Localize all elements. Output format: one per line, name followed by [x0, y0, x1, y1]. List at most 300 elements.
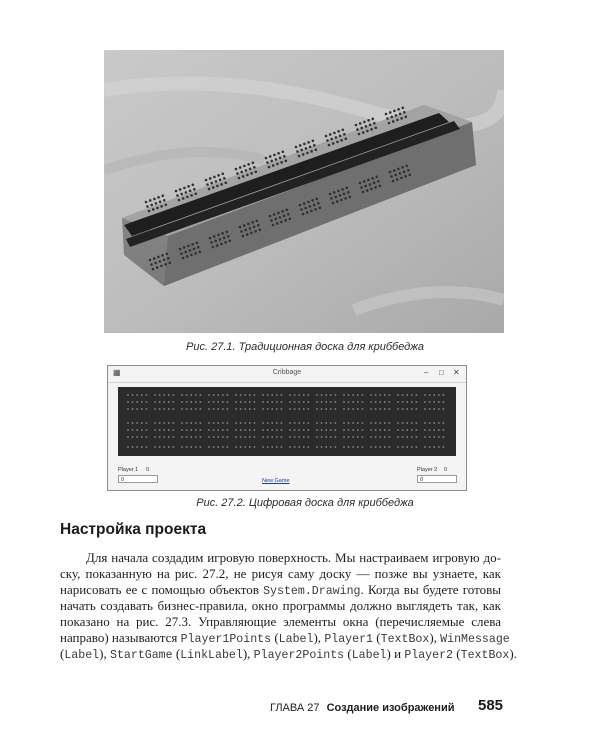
body-text: Для начала создадим игровую поверхность. Мы настраиваем игровую до-	[86, 550, 501, 565]
player1-textbox[interactable]: 0	[118, 475, 158, 483]
board-hole	[352, 422, 354, 424]
board-hole	[276, 436, 278, 438]
body-text: ).	[509, 646, 517, 661]
cribbage-board-surface	[118, 387, 456, 456]
photo-board-hole	[349, 196, 352, 199]
board-hole	[222, 422, 224, 424]
photo-board-hole	[409, 174, 412, 177]
board-hole	[424, 422, 426, 424]
photo-board-hole	[372, 118, 375, 121]
board-hole	[217, 408, 219, 410]
board-hole	[141, 429, 143, 431]
board-hole	[181, 429, 183, 431]
photo-board-hole	[403, 171, 406, 174]
board-hole	[159, 422, 161, 424]
board-hole	[289, 436, 291, 438]
board-hole	[181, 394, 183, 396]
code-identifier: TextBox	[460, 649, 510, 662]
board-hole	[249, 446, 251, 448]
photo-board-hole	[247, 223, 250, 226]
photo-board-hole	[178, 199, 181, 202]
photo-board-hole	[303, 143, 306, 146]
board-hole	[222, 446, 224, 448]
board-hole	[321, 429, 323, 431]
board-hole	[141, 394, 143, 396]
code-identifier: StartGame	[109, 649, 173, 662]
board-hole	[227, 429, 229, 431]
board-hole	[173, 446, 175, 448]
board-hole	[281, 436, 283, 438]
board-hole	[262, 446, 264, 448]
body-text: ),	[313, 630, 325, 645]
photo-board-hole	[150, 263, 153, 266]
body-text: ску, показанную на рис. 27.2, не рисуя саму доску — позже вы узнаете, как	[60, 566, 501, 581]
photo-board-hole	[397, 108, 400, 111]
board-hole	[141, 408, 143, 410]
board-hole	[438, 401, 440, 403]
board-hole	[294, 408, 296, 410]
board-hole	[267, 422, 269, 424]
board-hole	[424, 394, 426, 396]
board-hole	[303, 394, 305, 396]
board-hole	[438, 436, 440, 438]
photo-board-hole	[159, 260, 162, 263]
board-hole	[132, 422, 134, 424]
board-hole	[281, 429, 283, 431]
photo-board-hole	[406, 165, 409, 168]
photo-board-hole	[149, 199, 152, 202]
photo-board-hole	[283, 155, 286, 158]
board-hole	[181, 422, 183, 424]
board-hole	[308, 422, 310, 424]
board-hole	[154, 401, 156, 403]
board-hole	[406, 408, 408, 410]
photo-board-hole	[304, 207, 307, 210]
photo-board-hole	[332, 142, 335, 145]
photo-board-hole	[377, 180, 380, 183]
photo-board-hole	[284, 219, 287, 222]
board-hole	[254, 401, 256, 403]
board-hole	[186, 429, 188, 431]
photo-board-hole	[217, 174, 220, 177]
body-text: показано на рис. 27.3. Управляющие элементы окна (перечисляемые слева	[60, 614, 501, 629]
photo-board-hole	[298, 155, 301, 158]
board-hole	[294, 401, 296, 403]
photo-board-hole	[379, 185, 382, 188]
board-hole	[127, 401, 129, 403]
photo-board-hole	[189, 190, 192, 193]
board-hole	[389, 394, 391, 396]
photo-board-hole	[224, 241, 227, 244]
board-hole	[254, 446, 256, 448]
photo-board-hole	[399, 172, 402, 175]
board-hole	[281, 446, 283, 448]
board-hole	[240, 408, 242, 410]
body-text: ) и	[386, 646, 405, 661]
board-hole	[438, 422, 440, 424]
board-hole	[379, 429, 381, 431]
board-hole	[384, 394, 386, 396]
board-hole	[406, 401, 408, 403]
code-identifier: Label	[278, 633, 314, 646]
photo-board-hole	[300, 208, 303, 211]
board-hole	[227, 436, 229, 438]
board-hole	[154, 436, 156, 438]
board-hole	[357, 446, 359, 448]
board-hole	[244, 422, 246, 424]
board-hole	[249, 394, 251, 396]
board-hole	[325, 436, 327, 438]
board-hole	[213, 401, 215, 403]
photo-board-hole	[371, 177, 374, 180]
board-hole	[235, 429, 237, 431]
photo-board-hole	[186, 255, 189, 258]
board-hole	[168, 436, 170, 438]
board-hole	[276, 394, 278, 396]
photo-board-hole	[247, 163, 250, 166]
body-text: (	[271, 630, 279, 645]
board-hole	[429, 422, 431, 424]
code-identifier: WinMessage	[440, 633, 510, 646]
board-hole	[325, 422, 327, 424]
board-hole	[163, 436, 165, 438]
board-hole	[190, 422, 192, 424]
board-hole	[267, 429, 269, 431]
photo-board-hole	[283, 215, 286, 218]
board-hole	[357, 408, 359, 410]
player1-points-label: 0	[146, 467, 150, 473]
board-hole	[375, 436, 377, 438]
photo-board-hole	[367, 179, 370, 182]
board-hole	[200, 408, 202, 410]
photo-board-hole	[393, 169, 396, 172]
board-hole	[411, 394, 413, 396]
board-hole	[154, 408, 156, 410]
photo-board-hole	[185, 191, 188, 194]
board-hole	[411, 422, 413, 424]
photo-board-hole	[360, 127, 363, 130]
photo-board-hole	[183, 246, 186, 249]
board-hole	[335, 401, 337, 403]
photo-board-hole	[190, 194, 193, 197]
photo-board-hole	[148, 210, 151, 213]
code-identifier: Player1	[324, 633, 374, 646]
photo-board-hole	[276, 222, 279, 225]
photo-board-hole	[154, 262, 157, 265]
photo-board-hole	[162, 195, 165, 198]
board-hole	[389, 446, 391, 448]
photo-board-hole	[347, 191, 350, 194]
photo-board-hole	[192, 184, 195, 187]
board-hole	[384, 408, 386, 410]
photo-board-hole	[253, 166, 256, 169]
board-hole	[163, 394, 165, 396]
board-hole	[244, 436, 246, 438]
board-hole	[416, 401, 418, 403]
board-hole	[402, 422, 404, 424]
figure-27-1-caption: Рис. 27.1. Традиционная доска для криббеджа	[186, 341, 424, 353]
board-hole	[249, 429, 251, 431]
board-hole	[244, 429, 246, 431]
photo-board-hole	[219, 179, 222, 182]
photo-board-hole	[392, 180, 395, 183]
photo-board-hole	[328, 144, 331, 147]
photo-board-hole	[180, 193, 183, 196]
board-hole	[443, 394, 445, 396]
board-hole	[186, 446, 188, 448]
board-hole	[173, 394, 175, 396]
board-hole	[200, 394, 202, 396]
board-hole	[406, 422, 408, 424]
photo-board-hole	[215, 180, 218, 183]
photo-board-hole	[275, 158, 278, 161]
photo-board-hole	[396, 178, 399, 181]
photo-board-hole	[149, 259, 152, 262]
figure-27-2-caption: Рис. 27.2. Цифровая доска для криббеджа	[196, 497, 414, 509]
photo-board-hole	[235, 168, 238, 171]
photo-board-hole	[281, 210, 284, 213]
board-hole	[213, 436, 215, 438]
form-icon: ▦	[113, 368, 121, 377]
board-hole	[325, 408, 327, 410]
photo-board-hole	[333, 191, 336, 194]
board-hole	[402, 436, 404, 438]
board-hole	[190, 394, 192, 396]
photo-board-hole	[209, 177, 212, 180]
photo-board-hole	[299, 204, 302, 207]
board-hole	[195, 429, 197, 431]
photo-board-hole	[273, 154, 276, 157]
photo-board-hole	[360, 186, 363, 189]
board-hole	[370, 401, 372, 403]
board-hole	[352, 446, 354, 448]
board-hole	[195, 446, 197, 448]
photo-board-hole	[296, 150, 299, 153]
photo-board-hole	[152, 208, 155, 211]
photo-board-hole	[251, 221, 254, 224]
board-hole	[159, 401, 161, 403]
code-identifier: Label	[64, 649, 100, 662]
photo-board-hole	[311, 199, 314, 202]
photo-board-hole	[400, 117, 403, 120]
board-hole	[316, 429, 318, 431]
code-identifier: System.Drawing	[263, 585, 361, 598]
board-hole	[208, 446, 210, 448]
board-hole	[271, 408, 273, 410]
board-hole	[281, 401, 283, 403]
board-hole	[235, 446, 237, 448]
board-hole	[289, 401, 291, 403]
photo-board-hole	[155, 202, 158, 205]
photo-board-hole	[157, 196, 160, 199]
code-identifier: LinkLabel	[180, 649, 243, 662]
photo-board-hole	[212, 246, 215, 249]
board-hole	[384, 422, 386, 424]
photo-board-hole	[208, 188, 211, 191]
board-hole	[429, 408, 431, 410]
board-hole	[208, 422, 210, 424]
board-hole	[240, 394, 242, 396]
close-button[interactable]: ✕	[453, 368, 460, 377]
board-hole	[136, 394, 138, 396]
body-text: ),	[429, 630, 441, 645]
photo-board-hole	[182, 197, 185, 200]
photo-board-hole	[286, 209, 289, 212]
photo-board-hole	[295, 146, 298, 149]
code-identifier: Player2	[404, 649, 454, 662]
photo-board-hole	[345, 138, 348, 141]
board-hole	[352, 394, 354, 396]
board-hole	[375, 401, 377, 403]
photo-board-hole	[238, 177, 241, 180]
player2-textbox[interactable]: 0	[417, 475, 457, 483]
body-text: . Когда вы будете готовы	[360, 582, 501, 597]
photo-board-hole	[161, 254, 164, 257]
board-hole	[163, 408, 165, 410]
board-hole	[168, 429, 170, 431]
photo-board-hole	[287, 213, 290, 216]
board-hole	[433, 401, 435, 403]
board-hole	[375, 408, 377, 410]
photo-board-hole	[401, 166, 404, 169]
board-hole	[132, 401, 134, 403]
board-hole	[294, 446, 296, 448]
board-hole	[262, 401, 264, 403]
board-hole	[298, 436, 300, 438]
board-hole	[443, 408, 445, 410]
photo-board-hole	[386, 117, 389, 120]
body-text: (	[172, 646, 181, 661]
photo-board-hole	[343, 133, 346, 136]
photo-board-hole	[277, 212, 280, 215]
board-hole	[181, 401, 183, 403]
photo-board-hole	[214, 240, 217, 243]
board-hole	[362, 446, 364, 448]
board-hole	[416, 429, 418, 431]
board-hole	[308, 436, 310, 438]
board-hole	[281, 408, 283, 410]
board-hole	[335, 446, 337, 448]
board-hole	[375, 446, 377, 448]
maximize-button[interactable]: □	[439, 368, 444, 377]
body-text: (	[60, 646, 65, 661]
photo-board-hole	[243, 165, 246, 168]
start-game-link[interactable]: New Game	[262, 478, 290, 484]
board-hole	[181, 408, 183, 410]
section-heading: Настройка проекта	[60, 521, 207, 538]
body-text: (	[453, 646, 461, 661]
body-line	[86, 550, 501, 566]
photo-board-hole	[407, 169, 410, 172]
board-hole	[357, 436, 359, 438]
board-hole	[316, 422, 318, 424]
photo-board-hole	[195, 193, 198, 196]
photo-board-hole	[187, 185, 190, 188]
photo-board-hole	[274, 218, 277, 221]
body-text: (	[344, 646, 352, 661]
board-hole	[429, 401, 431, 403]
board-hole	[298, 429, 300, 431]
board-hole	[298, 394, 300, 396]
photo-board-hole	[146, 205, 149, 208]
board-hole	[389, 401, 391, 403]
photo-board-hole	[310, 210, 313, 213]
board-hole	[235, 394, 237, 396]
board-hole	[254, 394, 256, 396]
photo-board-hole	[385, 113, 388, 116]
photo-board-hole	[355, 124, 358, 127]
body-text: ),	[242, 646, 254, 661]
board-hole	[276, 422, 278, 424]
board-hole	[276, 446, 278, 448]
photo-board-hole	[193, 248, 196, 251]
board-hole	[217, 436, 219, 438]
board-hole	[281, 394, 283, 396]
photo-board-hole	[344, 197, 347, 200]
board-hole	[200, 446, 202, 448]
board-hole	[146, 408, 148, 410]
photo-board-hole	[306, 211, 309, 214]
board-hole	[429, 436, 431, 438]
photo-board-hole	[362, 191, 365, 194]
photo-board-hole	[302, 213, 305, 216]
photo-board-hole	[220, 183, 223, 186]
code-identifier: Player1Points	[180, 633, 272, 646]
board-hole	[316, 446, 318, 448]
board-hole	[384, 429, 386, 431]
board-hole	[294, 422, 296, 424]
board-hole	[208, 408, 210, 410]
board-hole	[424, 446, 426, 448]
photo-board-hole	[365, 125, 368, 128]
photo-board-hole	[256, 220, 259, 223]
board-hole	[271, 429, 273, 431]
board-hole	[325, 429, 327, 431]
photo-board-hole	[223, 237, 226, 240]
minimize-button[interactable]: –	[424, 368, 429, 377]
photo-board-hole	[165, 204, 168, 207]
body-line	[60, 614, 501, 630]
board-hole	[438, 394, 440, 396]
board-hole	[375, 429, 377, 431]
board-hole	[303, 422, 305, 424]
board-hole	[276, 429, 278, 431]
board-hole	[348, 401, 350, 403]
board-hole	[352, 401, 354, 403]
photo-board-hole	[402, 107, 405, 110]
board-hole	[136, 408, 138, 410]
photo-board-hole	[210, 241, 213, 244]
board-hole	[330, 436, 332, 438]
board-hole	[433, 436, 435, 438]
photo-board-hole	[280, 161, 283, 164]
board-hole	[424, 429, 426, 431]
board-hole	[308, 401, 310, 403]
board-hole	[416, 422, 418, 424]
board-hole	[235, 422, 237, 424]
board-hole	[379, 422, 381, 424]
board-hole	[298, 401, 300, 403]
board-hole	[271, 446, 273, 448]
board-hole	[303, 429, 305, 431]
photo-board-hole	[242, 235, 245, 238]
board-hole	[424, 401, 426, 403]
photo-board-hole	[367, 119, 370, 122]
photo-board-hole	[272, 164, 275, 167]
photo-board-hole	[305, 147, 308, 150]
photo-board-hole	[309, 146, 312, 149]
board-hole	[186, 436, 188, 438]
